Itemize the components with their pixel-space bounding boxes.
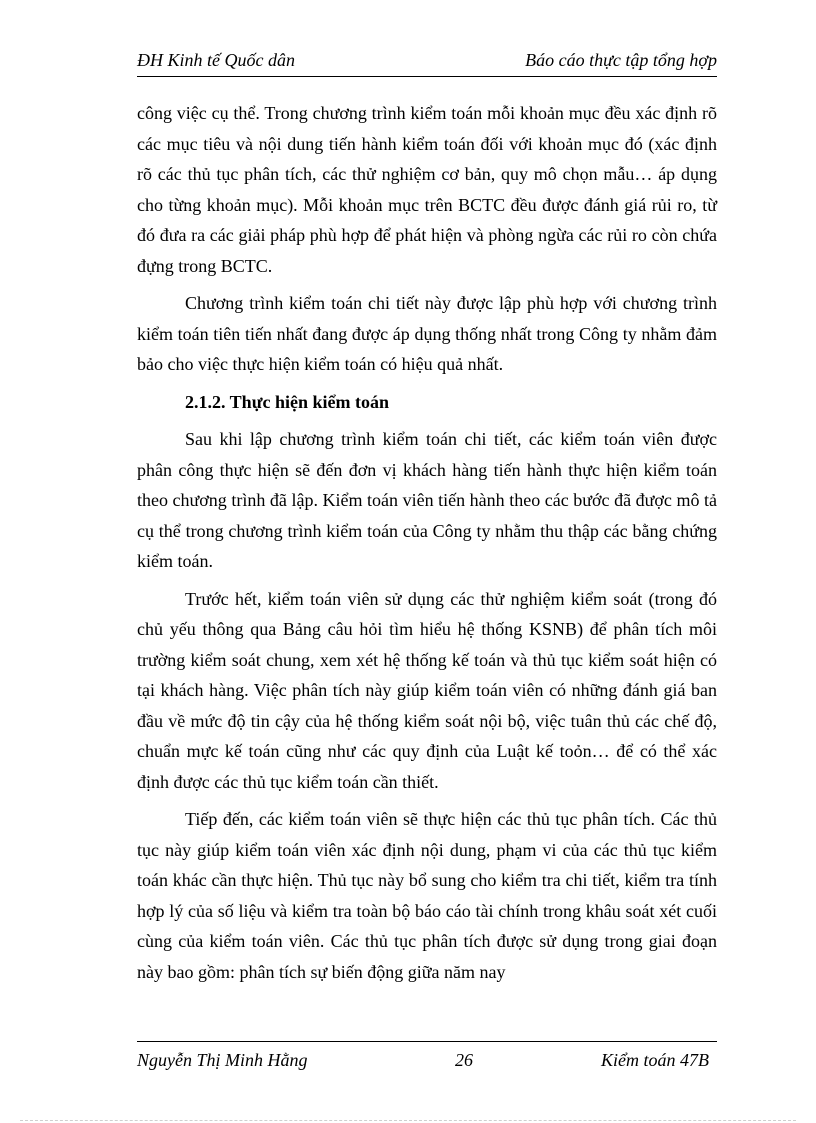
page-header bbox=[137, 48, 717, 77]
footer-class: Kiểm toán 47B bbox=[601, 1050, 709, 1070]
section-heading: 2.1.2. Thực hiện kiểm toán bbox=[185, 391, 389, 412]
page-body bbox=[137, 98, 717, 994]
header-report-title: Báo cáo thực tập tổng hợp bbox=[525, 50, 717, 70]
paragraph-3: Sau khi lập chương trình kiểm toán chi tiết, các kiểm toán viên được phân công thực hiện sẽ đến đơn vị khách hàng tiến hành thực hiện kiểm toán theo chương trình đã lập. Kiểm toán viên tiến hành theo các bước đã được mô tả cụ thể trong chương trình kiểm toán của Công ty nhằm thu thập các bằng chứng kiểm toán. bbox=[137, 429, 717, 571]
paragraph-2: Chương trình kiểm toán chi tiết này được lập phù hợp với chương trình kiểm toán tiên tiến nhất đang được áp dụng thống nhất trong Công ty nhằm đảm bảo cho việc thực hiện kiểm toán có hiệu quả nhất. bbox=[137, 293, 717, 374]
paragraph-4: Trước hết, kiểm toán viên sử dụng các thử nghiệm kiểm soát (trong đó chủ yếu thông qua Bảng câu hỏi tìm hiểu hệ thống KSNB) để phân tích môi trường kiểm soát chung, xem xét hệ thống kế toán và thủ tục kiểm soát hiện có tại khách hàng. Việc phân tích này giúp kiểm toán viên có những đánh giá ban đầu về mức độ tin cậy của hệ thống kiểm soát nội bộ, việc tuân thủ các chế độ, chuẩn mực kế toán cũng như các quy định của Luật kế toỏn… để có thể xác định được các thủ tục kiểm toán cần thiết. bbox=[137, 588, 717, 792]
paragraph-5: Tiếp đến, các kiểm toán viên sẽ thực hiện các thủ tục phân tích. Các thủ tục này giúp kiểm toán viên xác định nội dung, phạm vi của các thủ tục kiểm toán khác cần thực hiện. Thủ tục này bổ sung cho kiểm tra chi tiết, kiểm tra tính hợp lý của số liệu và kiểm tra toàn bộ báo cáo tài chính trong khâu soát xét cuối cùng của kiểm toán viên. Các thủ tục phân tích được sử dụng trong giai đoạn này bao gồm: phân tích sự biến động giữa năm nay bbox=[137, 809, 717, 982]
page-edge-divider bbox=[20, 1120, 796, 1121]
footer-page-number: 26 bbox=[455, 1050, 473, 1070]
page-footer bbox=[137, 1041, 717, 1076]
paragraph-1: công việc cụ thể. Trong chương trình kiểm toán mỗi khoản mục đều xác định rõ các mục tiêu và nội dung tiến hành kiểm toán đối với khoản mục đó (xác định rõ các thủ tục phân tích, các thử nghiệm cơ bản, quy mô chọn mẫu… áp dụng cho từng khoản mục). Mỗi khoản mục trên BCTC đều được đánh giá rủi ro, từ đó đưa ra các giải pháp phù hợp để phát hiện và phòng ngừa các rủi ro còn chứa đựng trong BCTC. bbox=[137, 103, 717, 276]
header-university: ĐH Kinh tế Quốc dân bbox=[137, 50, 295, 70]
footer-author: Nguyễn Thị Minh Hằng bbox=[137, 1050, 308, 1070]
